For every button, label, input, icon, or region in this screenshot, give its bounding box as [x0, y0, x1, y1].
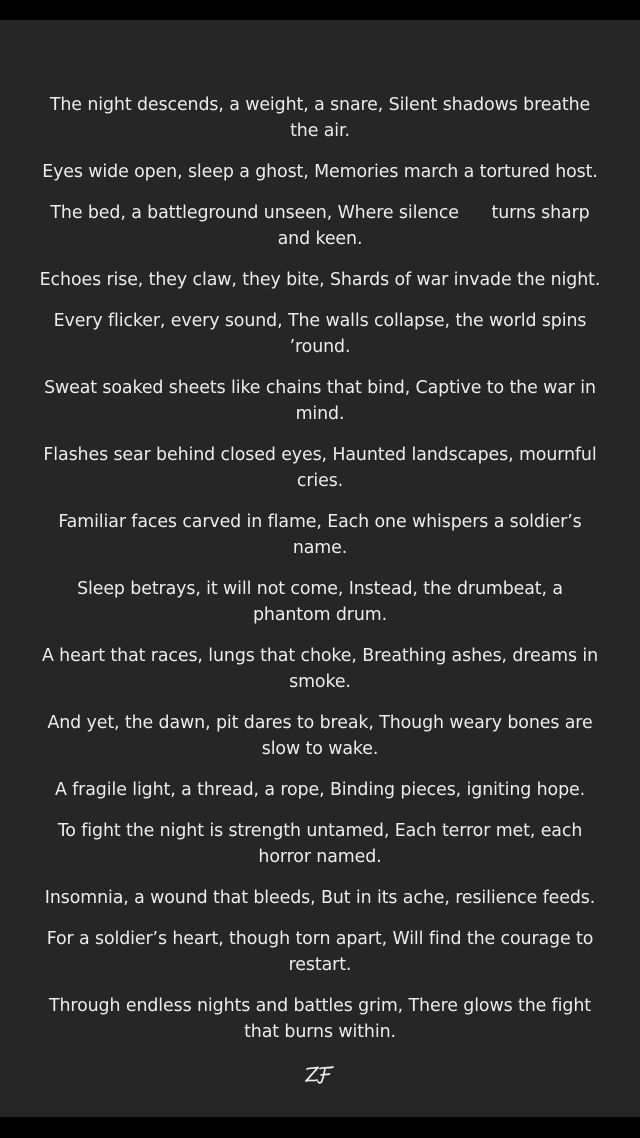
signature-monogram — [290, 1060, 350, 1090]
poem-line-12: A fragile light, a thread, a rope, Binding pieces, igniting hope. — [54, 780, 586, 800]
poem-line-1: The night descends, a weight, a snare, Silent shadows breathe the air. — [49, 95, 596, 141]
poem-line-5: Every flicker, every sound, The walls collapse, the world spins ’round. — [53, 311, 592, 357]
poem-line-8: Familiar faces carved in flame, Each one whispers a soldier’s name. — [58, 512, 588, 558]
poem-line-9: Sleep betrays, it will not come, Instead, the drumbeat, a phantom drum. — [77, 579, 569, 625]
poem-line-16: Through endless nights and battles grim, There glows the fight that burns within. — [48, 996, 597, 1042]
poem-line-14: Insomnia, a wound that bleeds, But in its ache, resilience feeds. — [44, 888, 596, 908]
poem-line-7: Flashes sear behind closed eyes, Haunted landscapes, mournful cries. — [43, 445, 603, 491]
poem-line-10: A heart that races, lungs that choke, Breathing ashes, dreams in smoke. — [41, 646, 604, 692]
signature-icon — [290, 1060, 350, 1090]
poem-line-15: For a soldier’s heart, though torn apart, Will find the courage to restart. — [46, 929, 599, 975]
poem-line-13: To fight the night is strength untamed, Each terror met, each horror named. — [57, 821, 588, 867]
poem — [36, 92, 604, 1060]
poem-line-2: Eyes wide open, sleep a ghost, Memories march a tortured host. — [42, 162, 598, 182]
poem-line-11: And yet, the dawn, pit dares to break, Though weary bones are slow to wake. — [47, 713, 598, 759]
poem-line-4: Echoes rise, they claw, they bite, Shards of war invade the night. — [39, 270, 601, 290]
poem-line-3: The bed, a battleground unseen, Where silence turns sharp and keen. — [50, 203, 596, 249]
bottom-bar — [0, 1117, 640, 1138]
top-bar — [0, 0, 640, 20]
poem-line-6: Sweat soaked sheets like chains that bind, Captive to the war in mind. — [44, 378, 602, 424]
